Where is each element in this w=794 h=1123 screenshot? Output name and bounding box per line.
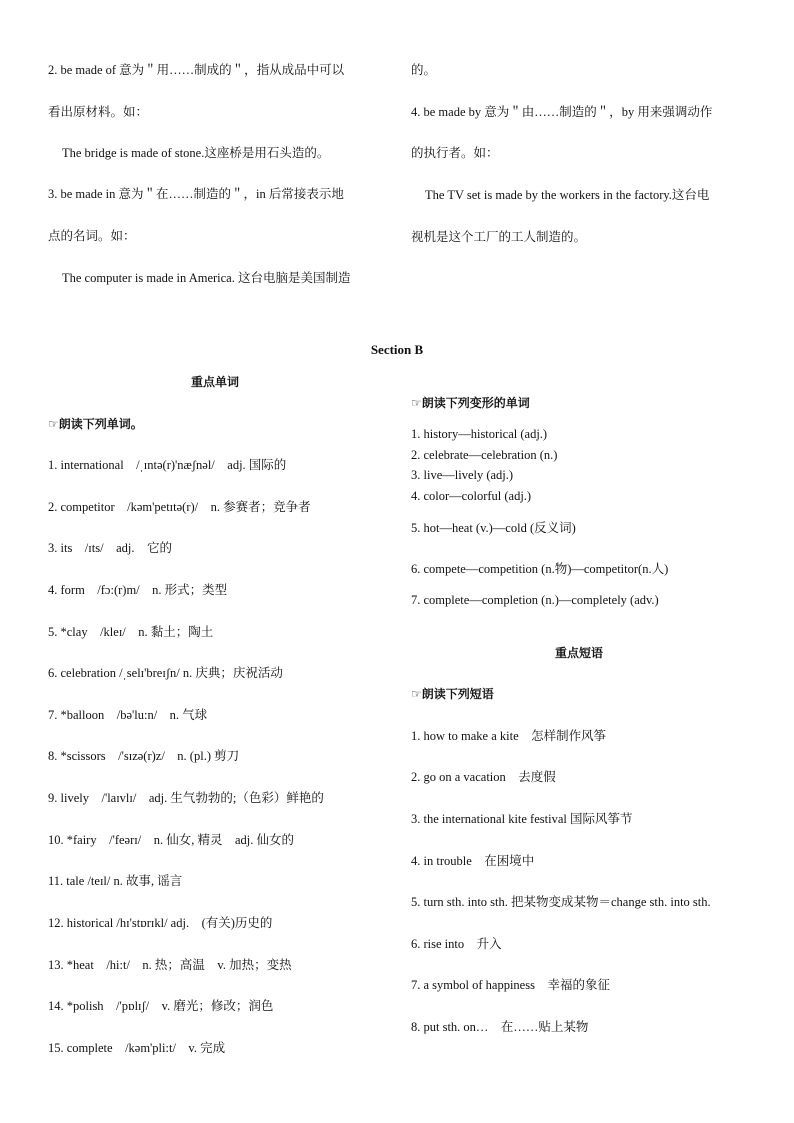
vocab-item: 14. *polish /'pɒlɪʃ/ v. 磨光；修改；润色 <box>48 999 274 1013</box>
vocab-item: 11. tale /teɪl/ n. 故事, 谣言 <box>48 874 183 888</box>
vocab-item: 8. *scissors /'sɪzə(r)z/ n. (pl.) 剪刀 <box>48 749 240 763</box>
vocab-item: 9. lively /'laɪvlɪ/ adj. 生气勃勃的;（色彩）鲜艳的 <box>48 791 324 805</box>
derivative-item: 6. compete—competition (n.物)—competitor(n.人) <box>411 562 669 576</box>
vocab-item: 4. form /fɔ:(r)m/ n. 形式；类型 <box>48 583 228 597</box>
example-sentence: The computer is made in America. 这台电脑是美国制造 <box>62 271 351 285</box>
vocab-item: 10. *fairy /'feərɪ/ n. 仙女, 精灵 adj. 仙女的 <box>48 833 294 847</box>
section-title: Section B <box>370 342 424 357</box>
phrase-item: 3. the international kite festival 国际风筝节 <box>411 812 633 826</box>
note-line: 3. be made in 意为＂在……制造的＂，in 后常接表示地 <box>48 187 344 201</box>
vocab-item: 5. *clay /kleɪ/ n. 黏土；陶土 <box>48 625 214 639</box>
note-line: 的。 <box>411 63 437 77</box>
vocab-item: 13. *heat /hi:t/ n. 热；高温 v. 加热；变热 <box>48 958 292 972</box>
derivative-item: 4. color—colorful (adj.) <box>411 489 532 503</box>
note-line: 点的名词。如： <box>48 229 136 243</box>
phrase-item: 4. in trouble 在困境中 <box>411 854 535 868</box>
vocab-item: 6. celebration /ˌselɪ'breɪʃn/ n. 庆典；庆祝活动 <box>48 666 283 680</box>
derivative-item: 3. live—lively (adj.) <box>411 468 514 482</box>
phrase-item: 6. rise into 升入 <box>411 937 502 951</box>
vocab-item: 12. historical /hɪ'stɒrɪkl/ adj. (有关)历史的 <box>48 916 273 930</box>
note-line: 看出原材料。如： <box>48 105 149 119</box>
phrases-instruction: ☞朗读下列短语 <box>411 687 494 701</box>
vocab-instruction: ☞朗读下列单词。 <box>48 417 143 431</box>
vocab-item: 3. its /ɪts/ adj. 它的 <box>48 541 172 555</box>
vocab-item: 2. competitor /kəm'petɪtə(r)/ n. 参赛者；竞争者 <box>48 500 311 514</box>
phrase-item: 1. how to make a kite 怎样制作风筝 <box>411 729 607 743</box>
example-sentence: The TV set is made by the workers in the factory.这台电 <box>425 188 710 202</box>
note-line: 视机是这个工厂的工人制造的。 <box>411 230 587 244</box>
phrase-item: 7. a symbol of happiness 幸福的象征 <box>411 978 610 992</box>
example-sentence: The bridge is made of stone.这座桥是用石头造的。 <box>62 146 330 160</box>
phrase-item: 5. turn sth. into sth. 把某物变成某物＝change sth. into sth. <box>411 895 711 909</box>
vocab-heading: 重点单词 <box>190 375 240 389</box>
phrases-heading: 重点短语 <box>554 646 604 660</box>
vocab-item: 15. complete /kəm'pli:t/ v. 完成 <box>48 1041 226 1055</box>
phrase-item: 2. go on a vacation 去度假 <box>411 770 556 784</box>
derivative-item: 1. history—historical (adj.) <box>411 427 548 441</box>
vocab-item: 7. *balloon /bə'lu:n/ n. 气球 <box>48 708 208 722</box>
derivatives-instruction: ☞朗读下列变形的单词 <box>411 396 530 410</box>
note-line: 4. be made by 意为＂由……制造的＂，by 用来强调动作 <box>411 105 713 119</box>
phrase-item: 8. put sth. on… 在……贴上某物 <box>411 1020 589 1034</box>
derivative-item: 5. hot—heat (v.)—cold (反义词) <box>411 521 576 535</box>
derivative-item: 7. complete—completion (n.)—completely (adv.) <box>411 593 659 607</box>
vocab-item: 1. international /ˌɪntə(r)'næʃnəl/ adj. 国际的 <box>48 458 287 472</box>
note-line: 的执行者。如： <box>411 146 499 160</box>
derivative-item: 2. celebrate—celebration (n.) <box>411 448 558 462</box>
note-line: 2. be made of 意为＂用……制成的＂，指从成品中可以 <box>48 63 345 77</box>
